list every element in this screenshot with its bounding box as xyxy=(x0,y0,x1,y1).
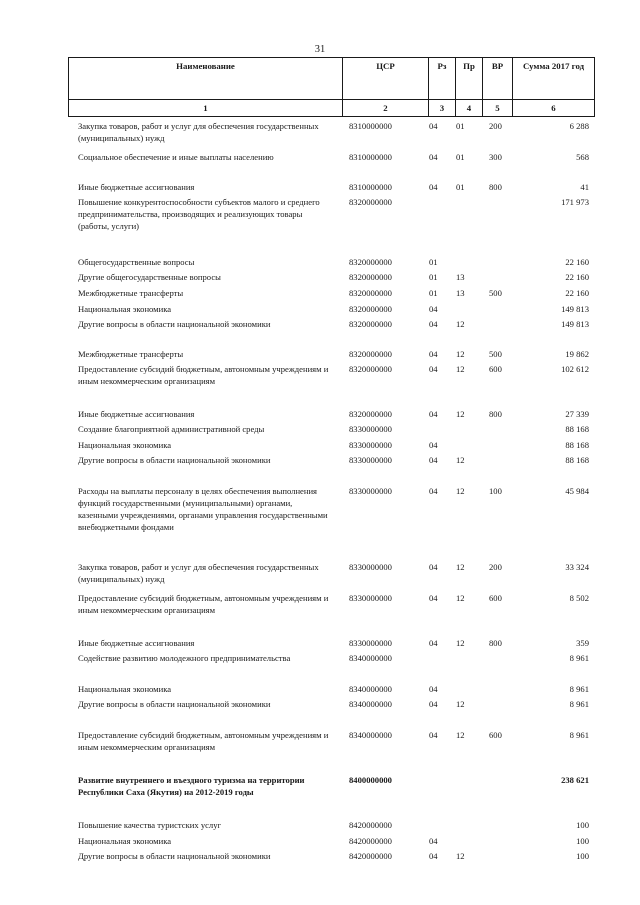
cell-sum: 100 xyxy=(576,836,589,846)
cell-sum: 238 621 xyxy=(561,775,589,785)
page-number: 31 xyxy=(314,44,326,55)
cell-csr: 8330000000 xyxy=(349,424,392,434)
cell-name: Предоставление субсидий бюджетным, автономным учреждениям и иным некоммерческим организациям xyxy=(78,364,329,386)
cell-name: Закупка товаров, работ и услуг для обеспечения государственных (муниципальных) нужд xyxy=(78,121,319,143)
cell-sum: 6 288 xyxy=(569,121,589,131)
cell-name: Национальная экономика xyxy=(78,684,172,694)
cell-csr: 8330000000 xyxy=(349,440,392,450)
cell-sum: 102 612 xyxy=(561,364,589,374)
cell-csr: 8310000000 xyxy=(349,121,392,131)
cell-sum: 27 339 xyxy=(565,409,589,419)
cell-sum: 8 961 xyxy=(569,730,589,740)
cell-csr: 8340000000 xyxy=(349,699,392,709)
header-num-pr: 4 xyxy=(455,99,483,117)
cell-csr: 8330000000 xyxy=(349,638,392,648)
cell-vr: 600 xyxy=(489,364,502,374)
cell-sum: 33 324 xyxy=(565,562,589,572)
cell-sum: 100 xyxy=(576,820,589,830)
cell-sum: 19 862 xyxy=(565,349,589,359)
cell-pr: 01 xyxy=(456,182,465,192)
cell-name: Другие вопросы в области национальной экономики xyxy=(78,699,271,709)
cell-name: Межбюджетные трансферты xyxy=(78,288,184,298)
cell-csr: 8320000000 xyxy=(349,304,392,314)
cell-csr: 8320000000 xyxy=(349,364,392,374)
cell-vr: 800 xyxy=(489,409,502,419)
cell-name: Социальное обеспечение и иные выплаты населению xyxy=(78,152,274,162)
cell-pr: 12 xyxy=(456,319,465,329)
table-header xyxy=(68,57,595,117)
cell-name: Другие вопросы в области национальной экономики xyxy=(78,851,271,861)
cell-pr: 12 xyxy=(456,699,465,709)
cell-rz: 04 xyxy=(429,730,438,740)
cell-rz: 01 xyxy=(429,272,438,282)
cell-pr: 13 xyxy=(456,288,465,298)
cell-name: Межбюджетные трансферты xyxy=(78,349,184,359)
header-num-csr: 2 xyxy=(342,99,429,117)
cell-name: Предоставление субсидий бюджетным, автономным учреждениям и иным некоммерческим организациям xyxy=(78,593,329,615)
cell-sum: 8 961 xyxy=(569,699,589,709)
cell-rz: 04 xyxy=(429,699,438,709)
cell-rz: 01 xyxy=(429,288,438,298)
cell-pr: 01 xyxy=(456,121,465,131)
cell-sum: 568 xyxy=(576,152,589,162)
cell-csr: 8320000000 xyxy=(349,197,392,207)
cell-csr: 8420000000 xyxy=(349,836,392,846)
cell-pr: 12 xyxy=(456,455,465,465)
cell-csr: 8330000000 xyxy=(349,486,392,496)
cell-csr: 8420000000 xyxy=(349,820,392,830)
cell-name: Создание благоприятной административной среды xyxy=(78,424,265,434)
cell-pr: 12 xyxy=(456,638,465,648)
cell-name: Предоставление субсидий бюджетным, автономным учреждениям и иным некоммерческим организациям xyxy=(78,730,329,752)
cell-vr: 800 xyxy=(489,182,502,192)
cell-vr: 600 xyxy=(489,593,502,603)
cell-csr: 8330000000 xyxy=(349,455,392,465)
cell-name: Повышение конкурентоспособности субъектов малого и среднего предпринимательства, производящих и реализующих товары (работы, услуги) xyxy=(78,197,320,231)
cell-csr: 8330000000 xyxy=(349,593,392,603)
cell-sum: 41 xyxy=(580,182,589,192)
cell-pr: 13 xyxy=(456,272,465,282)
cell-csr: 8420000000 xyxy=(349,851,392,861)
cell-csr: 8340000000 xyxy=(349,684,392,694)
cell-name: Иные бюджетные ассигнования xyxy=(78,182,195,192)
header-num-rz: 3 xyxy=(428,99,456,117)
header-rz: Рз xyxy=(428,57,456,100)
cell-csr: 8310000000 xyxy=(349,182,392,192)
cell-csr: 8340000000 xyxy=(349,730,392,740)
cell-pr: 12 xyxy=(456,562,465,572)
cell-csr: 8320000000 xyxy=(349,272,392,282)
cell-sum: 22 160 xyxy=(565,272,589,282)
cell-csr: 8320000000 xyxy=(349,349,392,359)
cell-csr: 8320000000 xyxy=(349,319,392,329)
cell-pr: 12 xyxy=(456,349,465,359)
cell-name: Национальная экономика xyxy=(78,304,172,314)
cell-vr: 800 xyxy=(489,638,502,648)
cell-pr: 12 xyxy=(456,409,465,419)
cell-rz: 04 xyxy=(429,455,438,465)
header-name: Наименование xyxy=(68,57,343,100)
cell-pr: 12 xyxy=(456,851,465,861)
cell-pr: 12 xyxy=(456,730,465,740)
cell-csr: 8400000000 xyxy=(349,775,392,785)
cell-sum: 8 961 xyxy=(569,653,589,663)
cell-rz: 04 xyxy=(429,121,438,131)
cell-name: Закупка товаров, работ и услуг для обеспечения государственных (муниципальных) нужд xyxy=(78,562,319,584)
cell-name: Расходы на выплаты персоналу в целях обеспечения выполнения функций государственными (муниципальными) органами, казенными учреждениями, органами управления государственными внебюджетными фондами xyxy=(78,486,328,532)
header-sum: Сумма 2017 год xyxy=(512,57,595,100)
cell-pr: 01 xyxy=(456,152,465,162)
cell-rz: 04 xyxy=(429,349,438,359)
cell-sum: 8 502 xyxy=(569,593,589,603)
cell-csr: 8330000000 xyxy=(349,562,392,572)
cell-rz: 04 xyxy=(429,182,438,192)
cell-name: Другие вопросы в области национальной экономики xyxy=(78,319,271,329)
cell-sum: 171 973 xyxy=(561,197,589,207)
cell-vr: 500 xyxy=(489,288,502,298)
cell-name: Другие вопросы в области национальной экономики xyxy=(78,455,271,465)
cell-sum: 88 168 xyxy=(565,455,589,465)
cell-pr: 12 xyxy=(456,593,465,603)
cell-rz: 04 xyxy=(429,638,438,648)
cell-vr: 300 xyxy=(489,152,502,162)
cell-csr: 8320000000 xyxy=(349,409,392,419)
cell-sum: 88 168 xyxy=(565,424,589,434)
cell-rz: 04 xyxy=(429,409,438,419)
cell-name: Содействие развитию молодежного предпринимательства xyxy=(78,653,291,663)
cell-pr: 12 xyxy=(456,364,465,374)
header-num-sum: 6 xyxy=(512,99,595,117)
cell-sum: 88 168 xyxy=(565,440,589,450)
cell-name: Иные бюджетные ассигнования xyxy=(78,638,195,648)
cell-rz: 04 xyxy=(429,364,438,374)
cell-csr: 8310000000 xyxy=(349,152,392,162)
cell-name: Национальная экономика xyxy=(78,440,172,450)
cell-rz: 04 xyxy=(429,593,438,603)
header-pr: Пр xyxy=(455,57,483,100)
cell-name: Развитие внутреннего и въездного туризма на территории Республики Саха (Якутия) на 2012-2019 годы xyxy=(78,775,305,797)
cell-rz: 01 xyxy=(429,257,438,267)
cell-vr: 600 xyxy=(489,730,502,740)
cell-sum: 149 813 xyxy=(561,319,589,329)
cell-sum: 359 xyxy=(576,638,589,648)
cell-rz: 04 xyxy=(429,486,438,496)
cell-rz: 04 xyxy=(429,684,438,694)
cell-csr: 8320000000 xyxy=(349,257,392,267)
cell-name: Повышение качества туристских услуг xyxy=(78,820,222,830)
cell-rz: 04 xyxy=(429,319,438,329)
cell-csr: 8340000000 xyxy=(349,653,392,663)
header-vr: ВР xyxy=(482,57,513,100)
cell-vr: 200 xyxy=(489,121,502,131)
cell-name: Другие общегосударственные вопросы xyxy=(78,272,221,282)
cell-sum: 149 813 xyxy=(561,304,589,314)
cell-sum: 100 xyxy=(576,851,589,861)
cell-sum: 22 160 xyxy=(565,288,589,298)
cell-rz: 04 xyxy=(429,836,438,846)
cell-sum: 8 961 xyxy=(569,684,589,694)
cell-name: Национальная экономика xyxy=(78,836,172,846)
cell-vr: 200 xyxy=(489,562,502,572)
header-csr: ЦСР xyxy=(342,57,429,100)
cell-name: Иные бюджетные ассигнования xyxy=(78,409,195,419)
cell-vr: 100 xyxy=(489,486,502,496)
cell-rz: 04 xyxy=(429,152,438,162)
cell-pr: 12 xyxy=(456,486,465,496)
cell-rz: 04 xyxy=(429,562,438,572)
cell-vr: 500 xyxy=(489,349,502,359)
header-num-name: 1 xyxy=(68,99,343,117)
cell-sum: 22 160 xyxy=(565,257,589,267)
cell-sum: 45 984 xyxy=(565,486,589,496)
header-num-vr: 5 xyxy=(482,99,513,117)
cell-name: Общегосударственные вопросы xyxy=(78,257,195,267)
cell-rz: 04 xyxy=(429,304,438,314)
cell-rz: 04 xyxy=(429,440,438,450)
cell-rz: 04 xyxy=(429,851,438,861)
cell-csr: 8320000000 xyxy=(349,288,392,298)
